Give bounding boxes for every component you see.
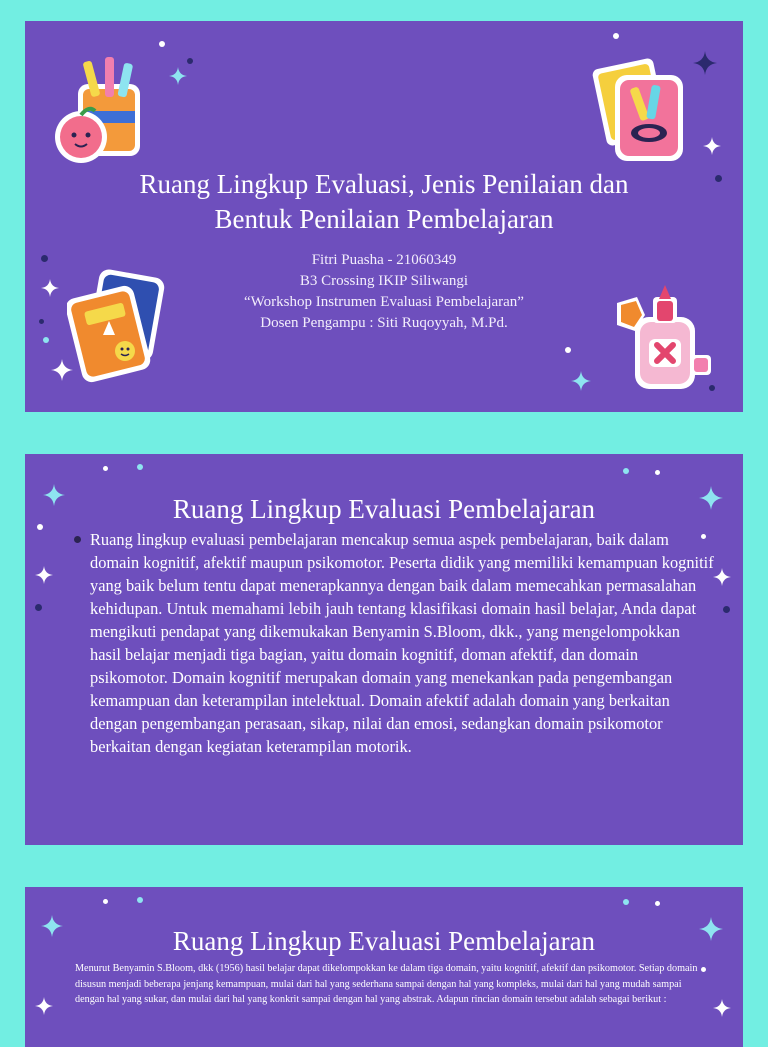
slide-body-text: Menurut Benyamin S.Bloom, dkk (1956) hasil belajar dapat dikelompokkan ke dalam tiga domain, yaitu kognitif, afektif dan psikomotor. Setiap domain disusun menjadi beberapa jenjang kemampuan, mulai dari hal yang sederhana sampai dengan hal yang kompleks, mulai dari hal yang mudah sampai dengan hal yang sukar, dan mulai dari hal yang konkrit sampai dengan hal yang abstrak. Adapun rincian domain tersebut adalah sebagai berikut : [75, 963, 698, 1005]
decor-dot [103, 466, 108, 471]
bullet-list [74, 528, 714, 758]
decor-dot [709, 385, 715, 391]
decor-dot [565, 347, 571, 353]
decor-dot [623, 899, 629, 905]
presentation-title [25, 167, 743, 237]
title-line: Bentuk Penilaian Pembelajaran [214, 204, 554, 234]
sparkle-icon [169, 67, 187, 85]
author-name: Fitri Puasha - 21060349 [311, 252, 457, 268]
title-line: Ruang Lingkup Evaluasi, Jenis Penilaian dan [139, 169, 629, 199]
sparkle-icon [713, 568, 731, 586]
sparkle-icon [35, 997, 53, 1015]
decor-dot [723, 606, 730, 613]
sparkle-icon [693, 51, 717, 75]
decor-dot [623, 468, 629, 474]
content-slide-2 [25, 887, 743, 1047]
decor-dot [137, 464, 143, 470]
slide-title: Ruang Lingkup Evaluasi Pembelajaran [172, 926, 596, 956]
course-name: “Workshop Instrumen Evaluasi Pembelajaran” [244, 294, 524, 310]
bullet-icon [74, 536, 81, 543]
decor-dot [137, 897, 143, 903]
sparkle-icon [35, 566, 53, 584]
pencil-cup-apple-sticker-icon [43, 49, 163, 169]
decor-dot [655, 470, 660, 475]
decor-dot [43, 337, 49, 343]
bullet-text: Ruang lingkup evaluasi pembelajaran mencakup semua aspek pembelajaran, baik dalam domain kognitif, afektif maupun psikomotor. Peserta didik yang memiliki kemampuan kognitif yang baik belum tentu dapat menerapkannya dengan baik dalam memecahkan permasalahan kehidupan. Untuk memahami lebih jauh tentang klasifikasi domain hasil belajar, Anda dapat mengikuti pendapat yang dikemukakan Benyamin S.Bloom, dkk., yang mengelompokkan hasil belajar menjadi tiga bagian, yaitu domain kognitif, doman afektif, dan domain psikomotor. Domain kognitif merupakan domain yang menekankan pada pengembangan kemampuan dan keterampilan intelektual. Domain afektif adalah domain yang berkaitan dengan pengembangan perasaan, sikap, nilai dan emosi, sedangkan domain psikomotor berkaitan dengan kegiatan keterampilan motorik. [90, 530, 714, 756]
title-slide [25, 21, 743, 412]
content-slide-1 [25, 454, 743, 845]
sparkle-icon [571, 371, 591, 391]
sparkle-icon [703, 137, 721, 155]
decor-dot [35, 604, 42, 611]
decor-dot [655, 901, 660, 906]
decor-dot [103, 899, 108, 904]
sparkle-icon [51, 359, 73, 381]
lecturer-name: Dosen Pengampu : Siti Ruqoyyah, M.Pd. [260, 315, 508, 331]
decor-dot [613, 33, 619, 39]
slide-title: Ruang Lingkup Evaluasi Pembelajaran [172, 494, 596, 524]
decor-dot [187, 58, 193, 64]
class-name: B3 Crossing IKIP Siliwangi [299, 273, 469, 289]
decor-dot [159, 41, 165, 47]
sparkle-icon [713, 999, 731, 1017]
decor-dot [701, 967, 706, 972]
presenter-info [25, 250, 743, 334]
crayon-book-sticker-icon [591, 57, 691, 167]
